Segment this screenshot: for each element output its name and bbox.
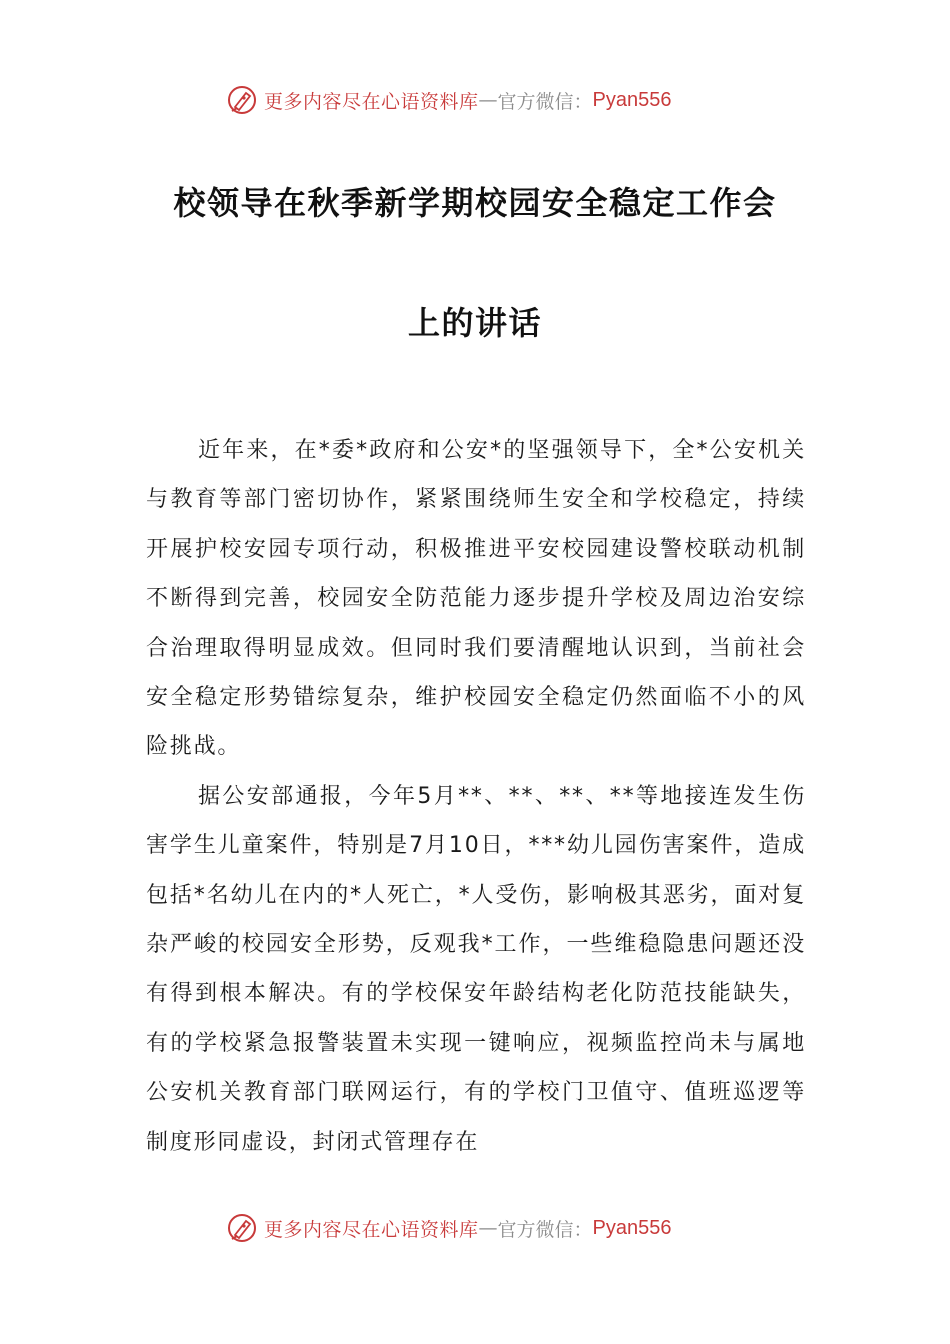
paragraph-1: 近年来，在*委*政府和公安*的坚强领导下，全*公安机关与教育等部门密切协作，紧紧围绕师生安全和学校稳定，持续开展护校安园专项行动，积极推进平安校园建设警校联动机制不断得到完善，校园安全防范能力逐步提升学校及周边治安综合治理取得明显成效。但同时我们要清醒地认识到，当前社会安全稳定形势错综复杂，维护校园安全稳定仍然面临不小的风险挑战。 (146, 438, 806, 760)
watermark-wechat-label: 官方微信： (497, 1218, 593, 1241)
watermark-banner-bottom (0, 1208, 950, 1248)
watermark-separator: — (478, 89, 498, 111)
watermark-wechat-id: Pyan556 (592, 1216, 672, 1239)
pen-nib-circle-icon (226, 84, 258, 116)
watermark-site-text: 更多内容尽在心语资料库 (264, 1218, 479, 1241)
watermark-separator: — (478, 1217, 498, 1239)
document-title-line-1: 校领导在秋季新学期校园安全稳定工作会 (173, 184, 777, 222)
watermark-content (226, 1212, 672, 1244)
watermark-site-text: 更多内容尽在心语资料库 (264, 90, 479, 113)
document-body (146, 426, 806, 1167)
watermark-wechat-label: 官方微信： (497, 90, 593, 113)
watermark-content (226, 84, 672, 116)
pen-nib-circle-icon (226, 1212, 258, 1244)
paragraph-2: 据公安部通报，今年5月**、**、**、**等地接连发生伤害学生儿童案件，特别是7月10日，***幼儿园伤害案件，造成包括*名幼儿在内的*人死亡，*人受伤，影响极其恶劣，面对复杂严峻的校园安全形势，反观我*工作，一些维稳隐患问题还没有得到根本解决。有的学校保安年龄结构老化防范技能缺失，有的学校紧急报警装置未实现一键响应，视频监控尚未与属地公安机关教育部门联网运行，有的学校门卫值守、值班巡逻等制度形同虚设，封闭式管理存在 (146, 783, 806, 1155)
watermark-banner-top (0, 80, 950, 120)
document-title-line-2: 上的讲话 (407, 304, 542, 342)
watermark-wechat-id: Pyan556 (592, 88, 672, 111)
